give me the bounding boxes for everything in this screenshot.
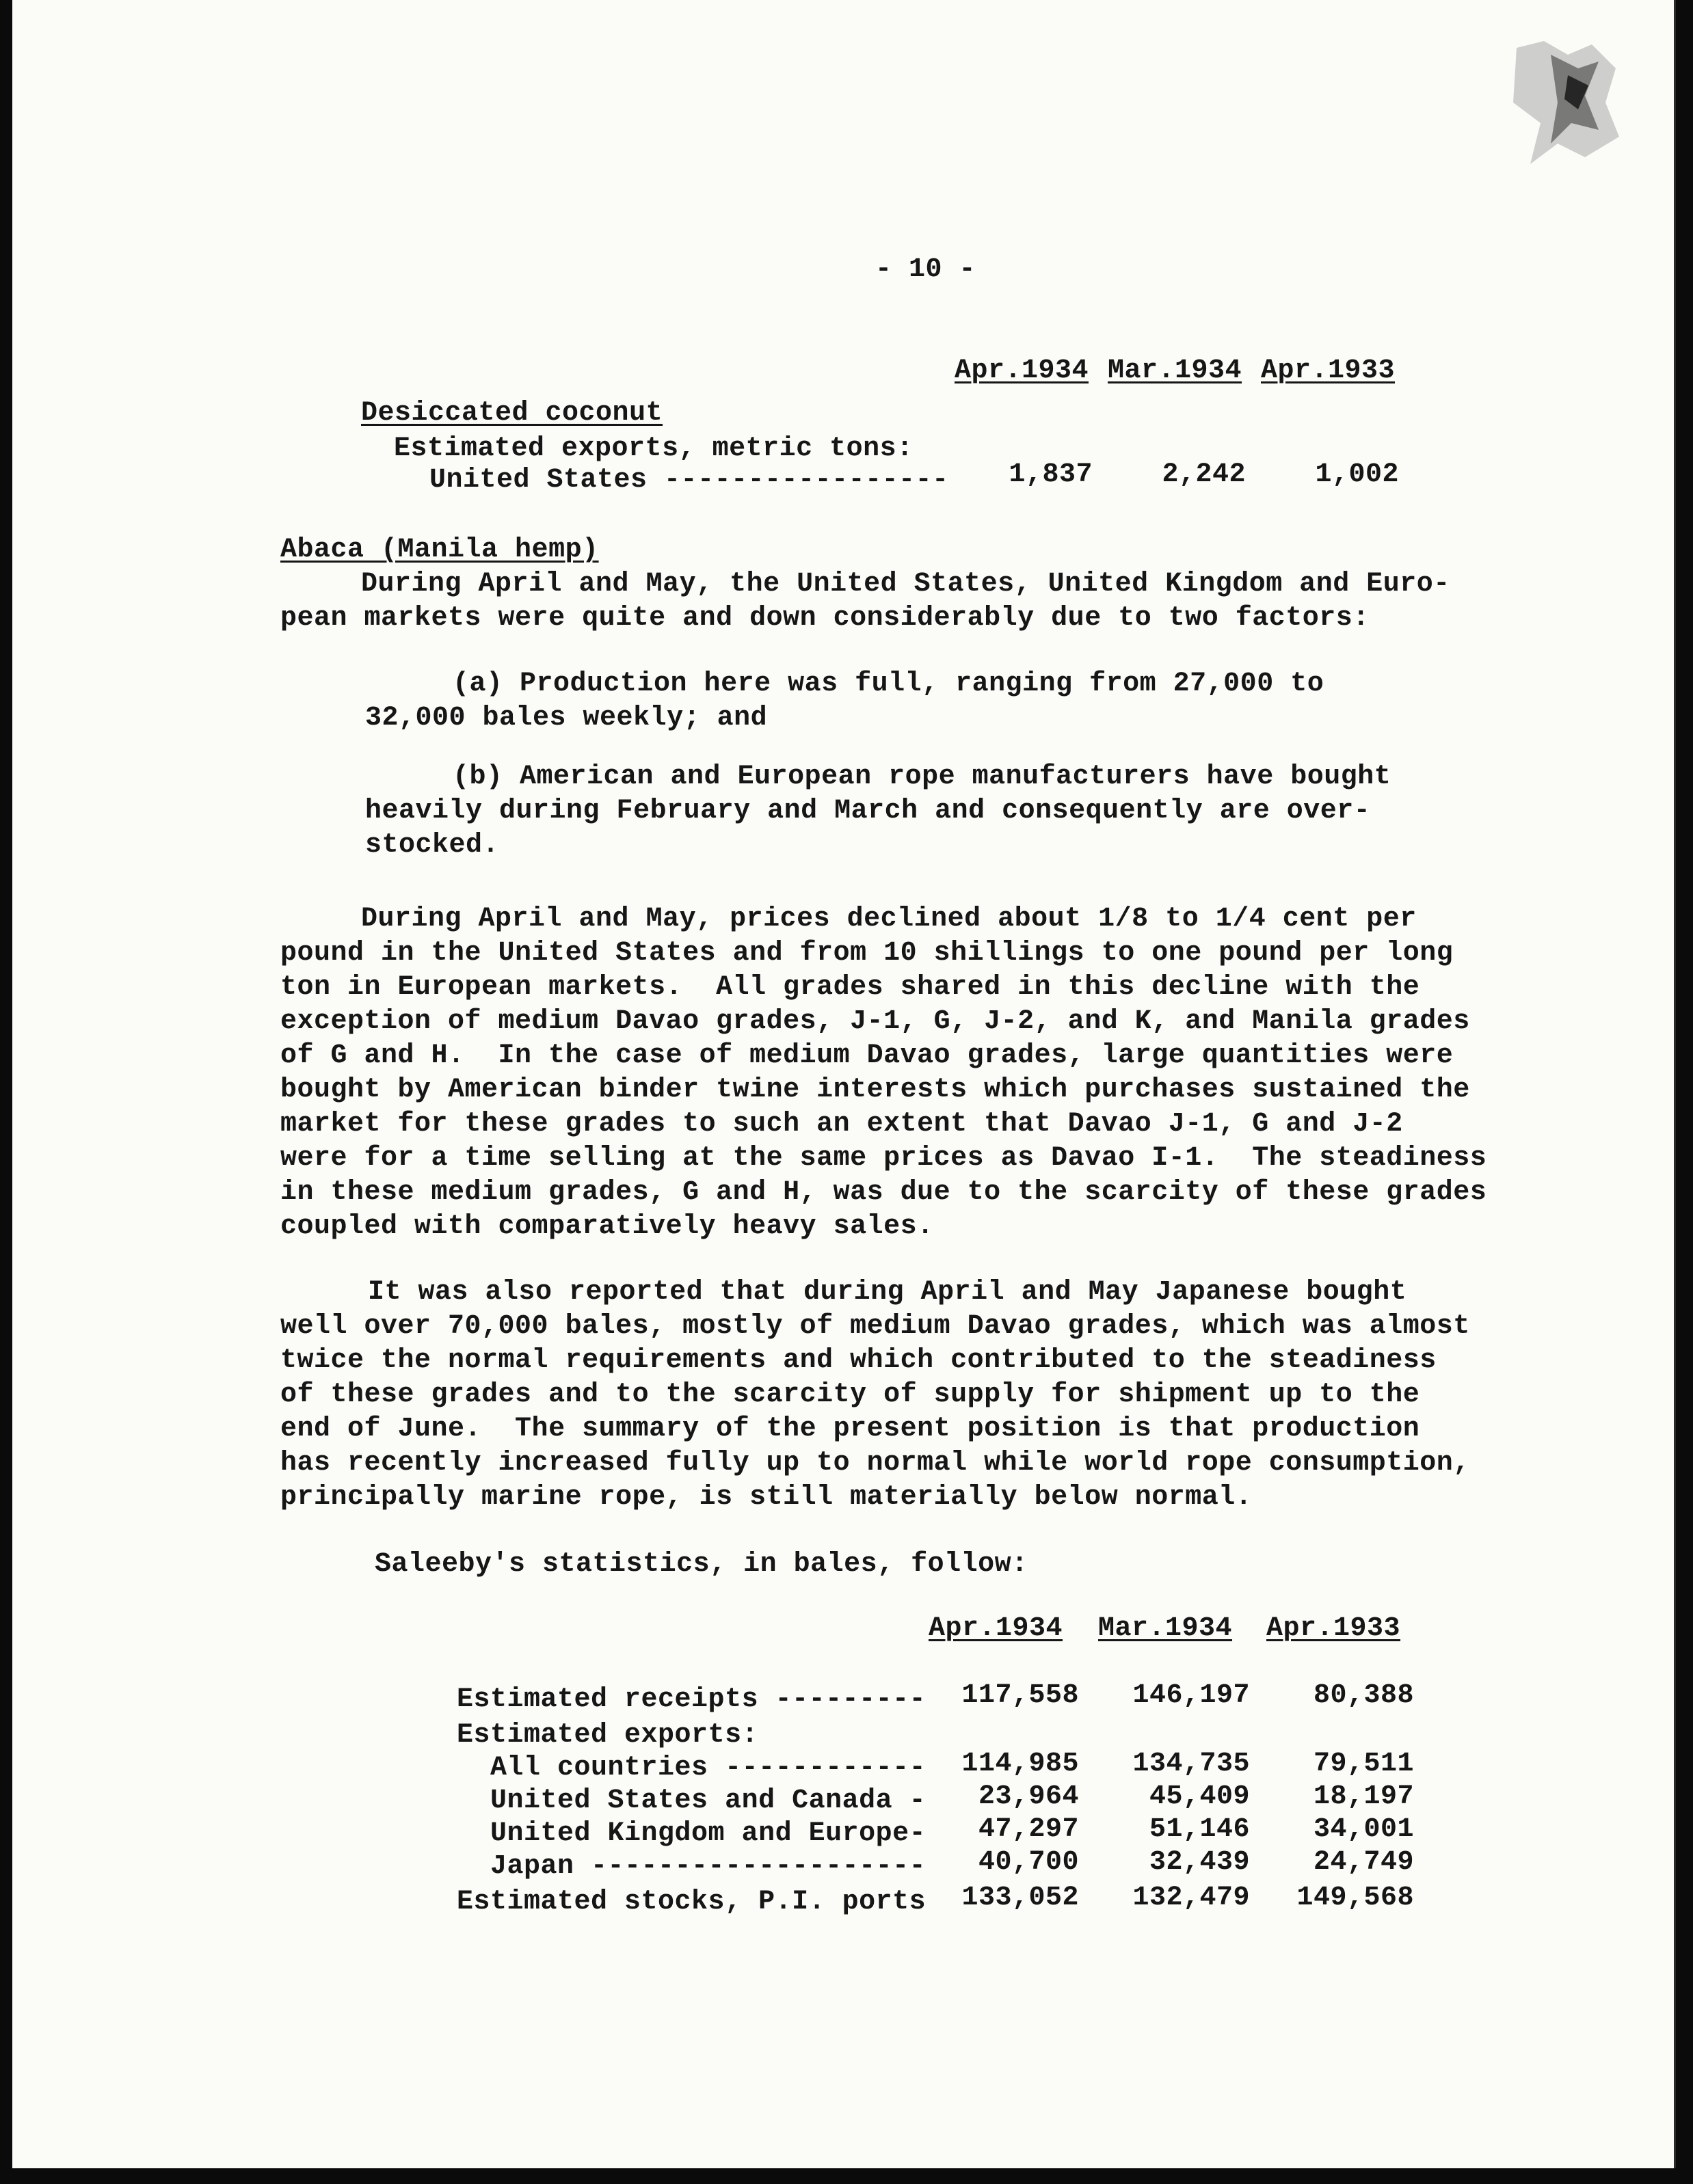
- stats-cell: 45,409: [1149, 1781, 1250, 1812]
- stats-cell: 80,388: [1313, 1680, 1414, 1711]
- para2-line: were for a time selling at the same prices as Davao I-1. The steadiness: [280, 1143, 1487, 1174]
- stats-cell: 114,985: [961, 1749, 1079, 1779]
- para2-line: pound in the United States and from 10 shillings to one pound per long: [280, 938, 1454, 969]
- stats-row-label: Estimated stocks, P.I. ports: [457, 1887, 927, 1917]
- stats-cell: 117,558: [961, 1680, 1079, 1711]
- desiccated-subtitle: Estimated exports, metric tons:: [394, 433, 914, 464]
- para3-line: of these grades and to the scarcity of supply for shipment up to the: [280, 1379, 1420, 1410]
- stats-cell: 40,700: [978, 1847, 1079, 1878]
- para2-line: During April and May, prices declined about 1/8 to 1/4 cent per: [361, 904, 1417, 934]
- stats-row-label: Estimated receipts ---------: [457, 1684, 927, 1715]
- factor-b-line3: stocked.: [365, 830, 500, 861]
- stats-cell: 149,568: [1296, 1883, 1414, 1913]
- document-page: [12, 0, 1676, 2168]
- stats-cell: 133,052: [961, 1883, 1079, 1913]
- stats-header-apr-1933: Apr.1933: [1266, 1613, 1401, 1644]
- para2-line: ton in European markets. All grades shared in this decline with the: [280, 972, 1420, 1003]
- page-number: - 10 -: [875, 254, 976, 285]
- col-header-apr-1933: Apr.1933: [1261, 355, 1396, 386]
- stats-cell: 47,297: [978, 1814, 1079, 1845]
- stats-cell: 79,511: [1313, 1749, 1414, 1779]
- stats-row-label: United Kingdom and Europe-: [457, 1818, 927, 1849]
- para2-line: of G and H. In the case of medium Davao grades, large quantities were: [280, 1040, 1454, 1071]
- para3-line: well over 70,000 bales, mostly of medium Davao grades, which was almost: [280, 1311, 1470, 1342]
- abaca-para1-line1: During April and May, the United States, United Kingdom and Euro-: [361, 569, 1450, 599]
- stats-cell: 23,964: [978, 1781, 1079, 1812]
- stats-cell: 18,197: [1313, 1781, 1414, 1812]
- factor-a-line2: 32,000 bales weekly; and: [365, 703, 768, 733]
- col-header-mar-1934: Mar.1934: [1108, 355, 1242, 386]
- para2-line: coupled with comparatively heavy sales.: [280, 1211, 934, 1242]
- stats-header-apr-1934: Apr.1934: [929, 1613, 1063, 1644]
- stats-cell: 146,197: [1132, 1680, 1250, 1711]
- factor-a-line1: (a) Production here was full, ranging from 27,000 to: [453, 669, 1324, 699]
- stats-cell: 51,146: [1149, 1814, 1250, 1845]
- abaca-para1-line2: pean markets were quite and down considerably due to two factors:: [280, 603, 1370, 634]
- stats-row-label: United States and Canada -: [457, 1785, 927, 1816]
- desiccated-row-label: United States -----------------: [429, 465, 949, 496]
- para2-line: exception of medium Davao grades, J-1, G, J-2, and K, and Manila grades: [280, 1006, 1470, 1037]
- desiccated-coconut-heading: Desiccated coconut: [361, 398, 663, 429]
- desiccated-value-apr-1933: 1,002: [1315, 459, 1399, 490]
- para3-line: end of June. The summary of the present position is that production: [280, 1414, 1420, 1444]
- corner-smudge-mark: [1503, 27, 1633, 171]
- stats-cell: 24,749: [1313, 1847, 1414, 1878]
- stats-cell: 32,439: [1149, 1847, 1250, 1878]
- stats-row-label: All countries ------------: [457, 1753, 927, 1783]
- para3-line: has recently increased fully up to normal while world rope consumption,: [280, 1448, 1470, 1479]
- stats-row-label: Estimated exports:: [457, 1720, 759, 1751]
- factor-b-line2: heavily during February and March and consequently are over-: [365, 796, 1371, 826]
- para3-line: twice the normal requirements and which contributed to the steadiness: [280, 1345, 1437, 1376]
- para2-line: market for these grades to such an extent that Davao J-1, G and J-2: [280, 1109, 1403, 1140]
- stats-header-mar-1934: Mar.1934: [1098, 1613, 1233, 1644]
- desiccated-value-mar-1934: 2,242: [1162, 459, 1246, 490]
- stats-cell: 34,001: [1313, 1814, 1414, 1845]
- stats-cell: 132,479: [1132, 1883, 1250, 1913]
- para3-line: principally marine rope, is still materially below normal.: [280, 1482, 1253, 1513]
- stats-intro: Saleeby's statistics, in bales, follow:: [375, 1549, 1028, 1580]
- para2-line: bought by American binder twine interests which purchases sustained the: [280, 1075, 1470, 1105]
- stats-cell: 134,735: [1132, 1749, 1250, 1779]
- stats-row-label: Japan --------------------: [457, 1851, 927, 1882]
- para3-line: It was also reported that during April and May Japanese bought: [368, 1277, 1407, 1308]
- para2-line: in these medium grades, G and H, was due to the scarcity of these grades: [280, 1177, 1487, 1208]
- abaca-heading: Abaca (Manila hemp): [280, 535, 599, 565]
- desiccated-value-apr-1934: 1,837: [1009, 459, 1093, 490]
- factor-b-line1: (b) American and European rope manufacturers have bought: [453, 761, 1391, 792]
- col-header-apr-1934: Apr.1934: [955, 355, 1089, 386]
